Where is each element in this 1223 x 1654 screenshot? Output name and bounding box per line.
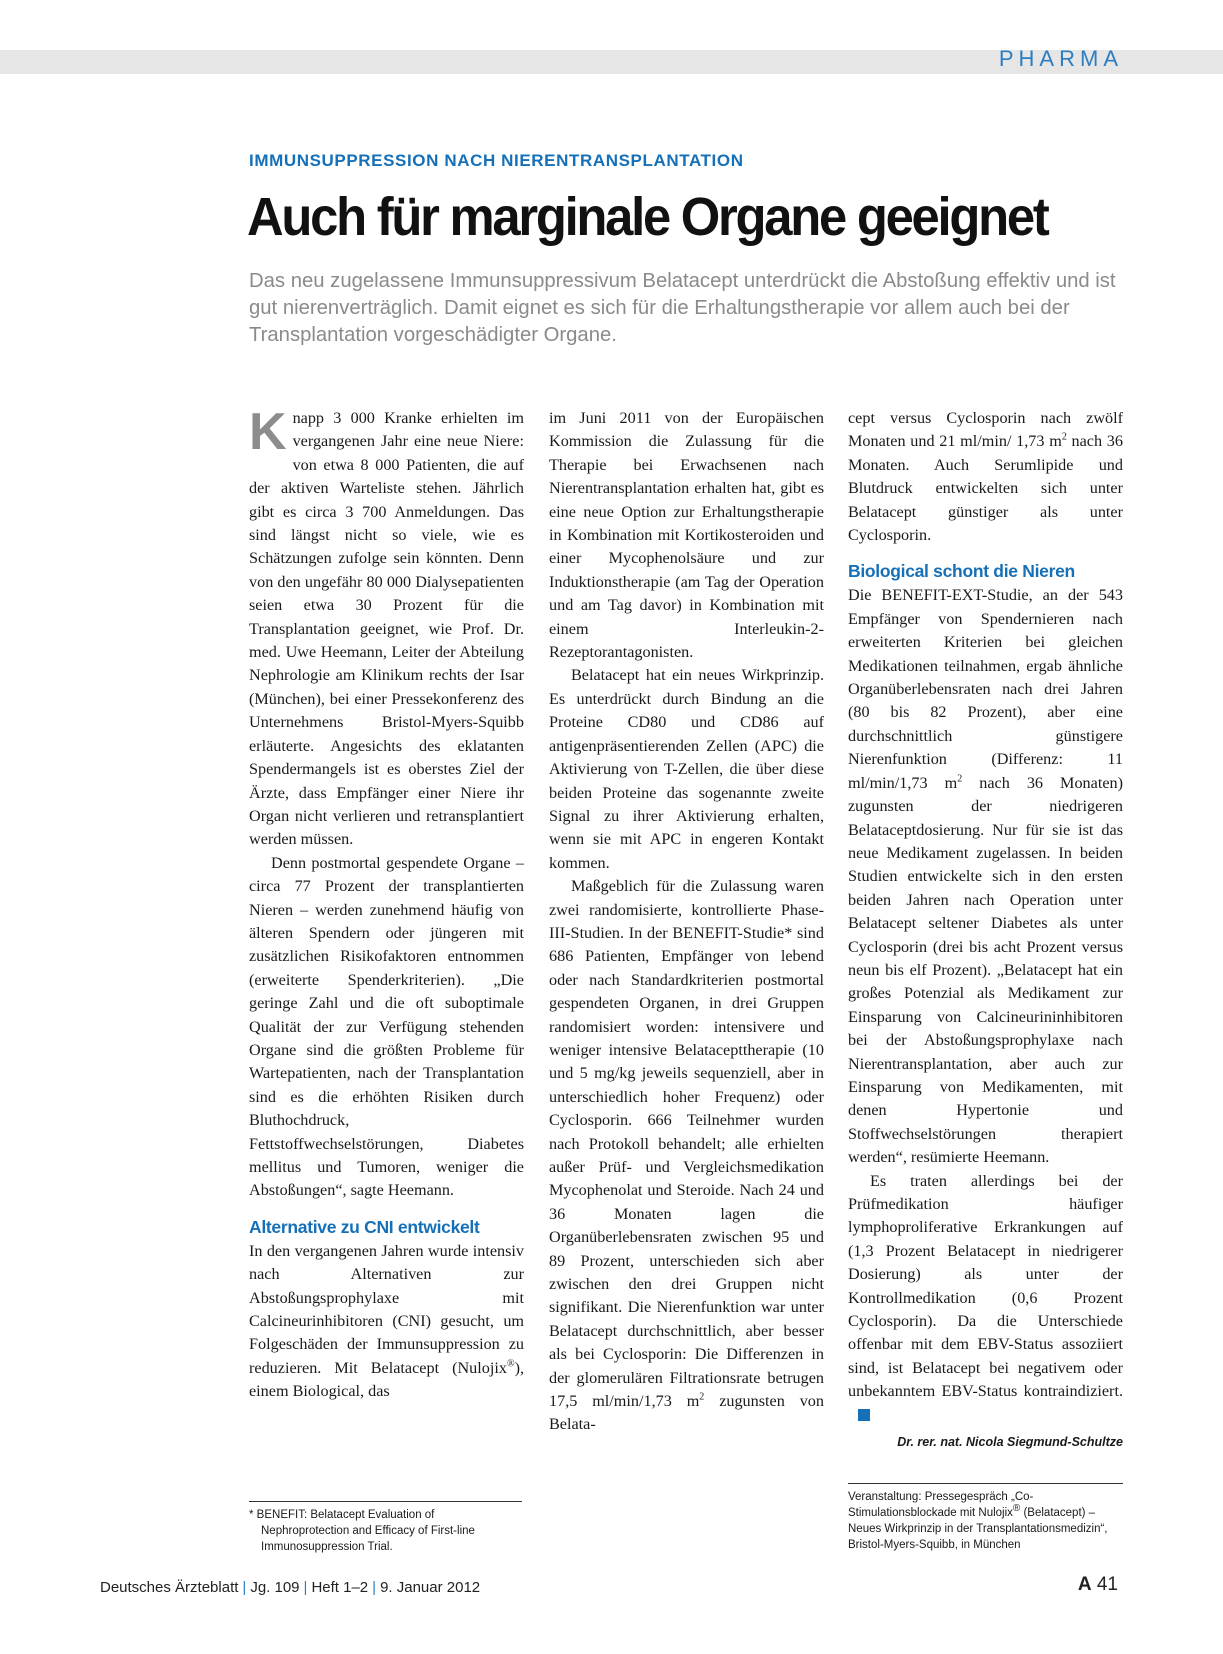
- footnote-text: * BENEFIT: Belatacept Evaluation of Nephroprotection and Efficacy of First-line Immunosuppression Trial.: [249, 1509, 475, 1553]
- paragraph: [848, 584, 1123, 1169]
- text-column-1: [249, 403, 524, 1404]
- article-title: Auch für marginale Organe geeignet: [247, 187, 1048, 247]
- volume: Jg. 109: [250, 1579, 300, 1596]
- journal-name: Deutsches Ärzteblatt: [100, 1579, 239, 1596]
- footnote: [249, 1501, 522, 1555]
- paragraph-text: Maßgeblich für die Zulassung waren zwei randomisierte, kontrollierte Phase-III-Studien. In der BENEFIT-Studie* sind 686 Patienten, Empfänger von lebend oder nach Standardkriterien postmortal gespendeten Organen, in drei Gruppen randomisiert worden: intensivere und weniger intensive Belatacepttherapie (10 und 5 mg/kg jeweils sequenziell, aber in unterschiedlich hoher Frequenz) oder Cyclosporin. 666 Teilnehmer wurden nach Protokoll behandelt; alle erhielten außer Prüf- und Vergleichsmedikation Mycophenolat und Steroide. Nach 24 und 36 Monaten lagen die Organüberlebensraten zwischen 95 und 89 Prozent, unterschieden sich aber zwischen den drei Gruppen nicht signifikant. Die Nierenfunktion war unter Belatacept durchschnittlich, aber besser als bei Cyclosporin: Die Differenzen in der glomerulären Filtrationsrate betrugen 17,5 ml/min/1,73 m: [549, 877, 824, 1411]
- superscript: 2: [699, 1391, 705, 1403]
- paragraph-text: In den vergangenen Jahren wurde intensiv nach Alternativen zur Abstoßungsprophylaxe mit Calcineurinhibitoren (CNI) gesucht, um Folgeschäden der Immunsuppression zu reduzieren. Mit Belatacept (Nulojix: [249, 1241, 524, 1377]
- registered-mark: ®: [506, 1358, 515, 1370]
- paragraph-text: ), einem Biological, das: [249, 1358, 524, 1401]
- article-kicker: IMMUNSUPPRESSION NACH NIERENTRANSPLANTATION: [249, 151, 744, 170]
- issue-date: 9. Januar 2012: [380, 1579, 481, 1596]
- page-number-value: 41: [1096, 1574, 1118, 1595]
- paragraph: im Juni 2011 von der Europäischen Kommission die Zulassung für die Therapie bei Erwachsenen nach Nierentransplantation erhalten hat, gibt es eine neue Option zur Erhaltungstherapie in Kombination mit Kortikosteroiden und einer Mycophenolsäure und zur Induktionstherapie (am Tag der Operation und am Tag davor) in Kombination mit einem Interleukin-2-Rezeptorantagonisten.: [549, 409, 824, 662]
- paragraph: Maßgeblich für die Zulassung waren zwei randomisierte, kontrollierte Phase-III-Studien. In der BENEFIT-Studie* sind 686 Patienten, Empfänger von lebend oder nach Standardkriterien postmortal gespendeten Organen, in drei Gruppen randomisiert worden: intensivere und weniger intensive Belatacepttherapie (10 und 5 mg/kg jeweils sequenziell, aber in unterschiedlich hoher Frequenz) oder Cyclosporin. 666 Teilnehmer wurden nach Protokoll behandelt; alle erhielten außer Prüf- und Vergleichsmedikation Mycophenolat und Steroide. Nach 24 und 36 Monaten lagen die Organüberlebensraten zwischen 95 und 89 Prozent, unterschieden sich aber zwischen den drei Gruppen nicht signifikant. Die Nierenfunktion war unter Belatacept durchschnittlich, aber besser als bei Cyclosporin: Die Differenzen in der glomerulären Filtrationsrate betrugen 17,5 ml/min/1,73 $m^2$ zugunsten von Belata-: [549, 877, 824, 1434]
- paragraph: [848, 1170, 1123, 1427]
- page-number: [1078, 1574, 1118, 1596]
- paragraph: [249, 1240, 524, 1404]
- superscript: 2: [957, 773, 963, 785]
- subheading: Biological schont die Nieren: [848, 561, 1075, 582]
- section-label: PHARMA: [998, 46, 1123, 71]
- issue: Heft 1–2: [311, 1579, 369, 1596]
- text-column-2: [549, 407, 824, 1437]
- paragraph-text: napp 3 000 Kranke erhielten im vergangenen Jahr eine neue Niere: von etwa 8 000 Patienten, die auf der aktiven Warteliste stehen. Jährlich gibt es circa 3 700 Anmeldungen. Das sind längst nicht so viele, wie es Schätzungen zufolge sein könnten. Denn von den ungefähr 80 000 Dialysepatienten seien etwa 30 Prozent für die Transplantation geeignet, wie Prof. Dr. med. Uwe Heemann, Leiter der Abteilung Nephrologie am Klinikum rechts der Isar (München), bei einer Pressekonferenz des Unternehmens Bristol-Myers-Squibb erläuterte. Angesichts des eklatanten Spendermangels ist es oberstes Ziel der Ärzte, dass Empfänger einer Niere ihr Organ nicht verlieren und retransplantiert werden müssen.: [249, 409, 524, 849]
- paragraph: Belatacept hat ein neues Wirkprinzip. Es unterdrückt durch Bindung an die Proteine CD80 und CD86 auf antigenpräsentierenden Zellen (APC) die Aktivierung von T-Zellen, die über diese beiden Proteine das sogenannte zweite Signal zu ihrer Aktivierung erhalten, wenn sie mit APC in engeren Kontakt kommen.: [549, 666, 824, 872]
- end-mark-icon: [858, 1409, 870, 1421]
- registered-mark: ®: [1012, 1503, 1021, 1515]
- paragraph-text: nach 36 Monaten) zugunsten der niedrigeren Belataceptdosierung. Nur für sie ist das neue Medikament zugelassen. In beiden Studien entwickelte sich in den ersten beiden Jahren nach Operation unter Belatacept seltener Diabetes als unter Cyclosporin (drei bis acht Prozent versus neun bis elf Prozent). „Belatacept hat ein großes Potenzial als Medikament zur Einsparung von Calcineurininhibitoren bei der Abstoßungsprophylaxe nach Nierentransplantation, aber auch zur Einsparung von Medikamenten, mit denen Hypertonie und Stoffwechselstörungen therapiert werden“, resümierte Heemann.: [848, 773, 1123, 1167]
- event-text: Veranstaltung: Pressegespräch „Co-Stimulationsblockade mit Nulojix: [848, 1491, 1034, 1519]
- paragraph: [848, 407, 1123, 547]
- drop-cap: K: [249, 403, 287, 461]
- page-prefix: A: [1077, 1574, 1092, 1595]
- event-note: [848, 1483, 1123, 1553]
- paragraph-text: Die BENEFIT-EXT-Studie, an der 543 Empfänger von Spendernieren nach erweiterten Kriterien bei gleichen Medikationen teilnahmen, ergab ähnliche Organüberlebensraten nach drei Jahren (80 bis 82 Prozent), aber eine durchschnittlich günstigere Nierenfunktion (Differenz: 11 ml/min/1,73 m: [848, 586, 1123, 792]
- subheading: Alternative zu CNI entwickelt: [249, 1216, 480, 1237]
- superscript: 2: [1061, 432, 1067, 444]
- article-lead: Das neu zugelassene Immunsuppressivum Belatacept unterdrückt die Abstoßung effektiv und ist gut nierenverträglich. Damit eignet es sich für die Erhaltungstherapie vor allem auch bei der Transplantation vorgeschädigter Organe.: [249, 270, 1116, 346]
- footer: Deutsches Ärzteblatt | Jg. 109 | Heft 1–2 | 9. Januar 2012: [100, 1579, 481, 1596]
- paragraph-text: Es traten allerdings bei der Prüfmedikation häufiger lymphoproliferative Erkrankungen auf (1,3 Prozent Belatacept in niedrigerer Dosierung) als unter der Kontrollmedikation (0,6 Prozent Cyclosporin). Da die Unterschiede offenbar mit dem EBV-Status assoziiert sind, ist Belatacept bei negativem oder unbekanntem EBV-Status kontraindiziert.: [848, 1171, 1123, 1401]
- paragraph-text: nach 36 Monaten. Auch Serumlipide und Blutdruck entwickelten sich unter Belatacept günstiger als unter Cyclosporin.: [848, 432, 1123, 545]
- paragraph: Denn postmortal gespendete Organe – circa 77 Prozent der transplantierten Nieren – werden zunehmend häufig von älteren Spendern oder jüngeren mit zusätzlichen Risikofaktoren entnommen (erweiterte Spenderkriterien). „Die geringe Zahl und die oft suboptimale Qualität der zur Verfügung stehenden Organe sind die größten Probleme für Wartepatienten, nach der Transplantation sind es die erhöhten Risiken durch Bluthochdruck, Fettstoffwechselstörungen, Diabetes mellitus und Tumoren, weniger die Abstoßungen“, sagte Heemann.: [249, 853, 524, 1200]
- paragraph-text: cept versus Cyclosporin nach zwölf Monaten und 21 ml/min/ 1,73 m: [848, 409, 1123, 451]
- author-byline: Dr. rer. nat. Nicola Siegmund-Schultze: [897, 1435, 1123, 1450]
- text-column-3: [848, 407, 1123, 1454]
- event-text: (Belatacept) – Neues Wirkprinzip in der Transplantationsmedizin“, Bristol-Myers-Squibb, in München: [848, 1507, 1108, 1551]
- paragraph-text: zugunsten von Belata: [549, 1392, 824, 1434]
- paragraph: [249, 403, 524, 852]
